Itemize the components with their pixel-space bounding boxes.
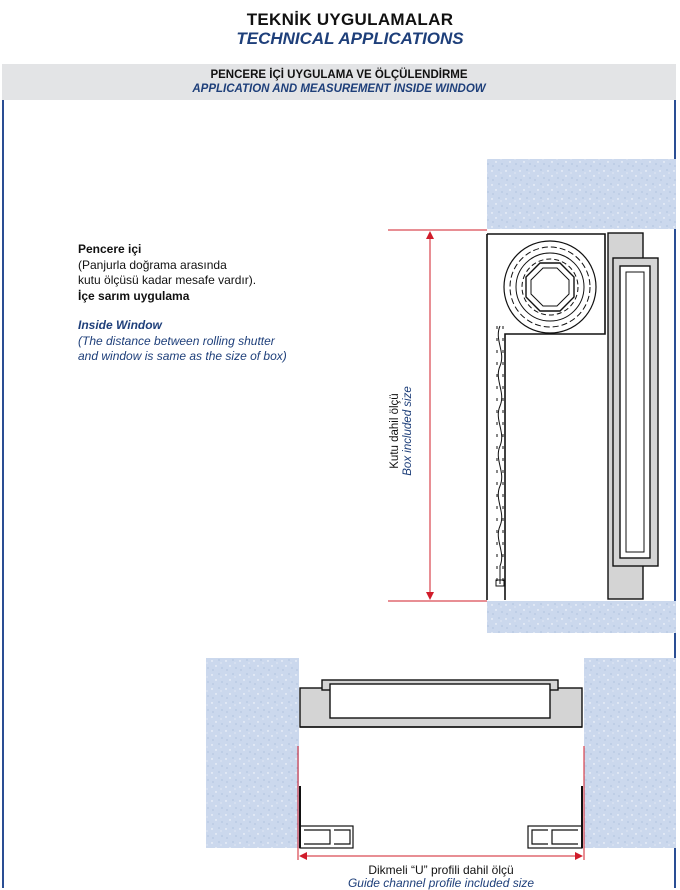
desc-line1-tr: (Panjurla doğrama arasında (78, 257, 227, 272)
vertical-label-en: Box included size (402, 386, 414, 476)
section-subtitle: APPLICATION AND MEASUREMENT INSIDE WINDOW (192, 83, 486, 95)
plan-box-profile (300, 680, 582, 727)
desc-line1-en: (The distance between rolling shutter (78, 333, 275, 348)
desc-subheading-tr: İçe sarım uygulama (78, 288, 190, 303)
wall-bottom (487, 601, 676, 633)
desc-heading-en: Inside Window (78, 318, 162, 332)
wall-top (487, 159, 676, 229)
desc-heading-tr: Pencere içi (78, 242, 142, 256)
window-frame-profile (608, 233, 658, 599)
shutter-curtain (496, 326, 504, 586)
section-title: PENCERE İÇİ UYGULAMA VE ÖLÇÜLENDİRME (210, 69, 468, 81)
desc-line2-tr: kutu ölçüsü kadar mesafe vardır). (78, 273, 257, 287)
guide-channel-right (528, 786, 582, 848)
desc-line2-en: and window is same as the size of box) (78, 349, 287, 363)
vertical-label-tr: Kutu dahil ölçü (389, 393, 401, 469)
page-subtitle: TECHNICAL APPLICATIONS (236, 29, 464, 48)
guide-channel-left (300, 786, 353, 848)
plan-wall-right (584, 658, 676, 848)
page-title: TEKNİK UYGULAMALAR (246, 10, 454, 29)
horizontal-dimension-label (300, 864, 582, 890)
vertical-dimension-label (382, 356, 422, 506)
plan-wall-left (206, 658, 299, 848)
horizontal-label-tr: Dikmeli “U” profili dahil ölçü (368, 863, 514, 877)
horizontal-label-en: Guide channel profile included size (347, 876, 535, 890)
shutter-roll (504, 241, 596, 333)
